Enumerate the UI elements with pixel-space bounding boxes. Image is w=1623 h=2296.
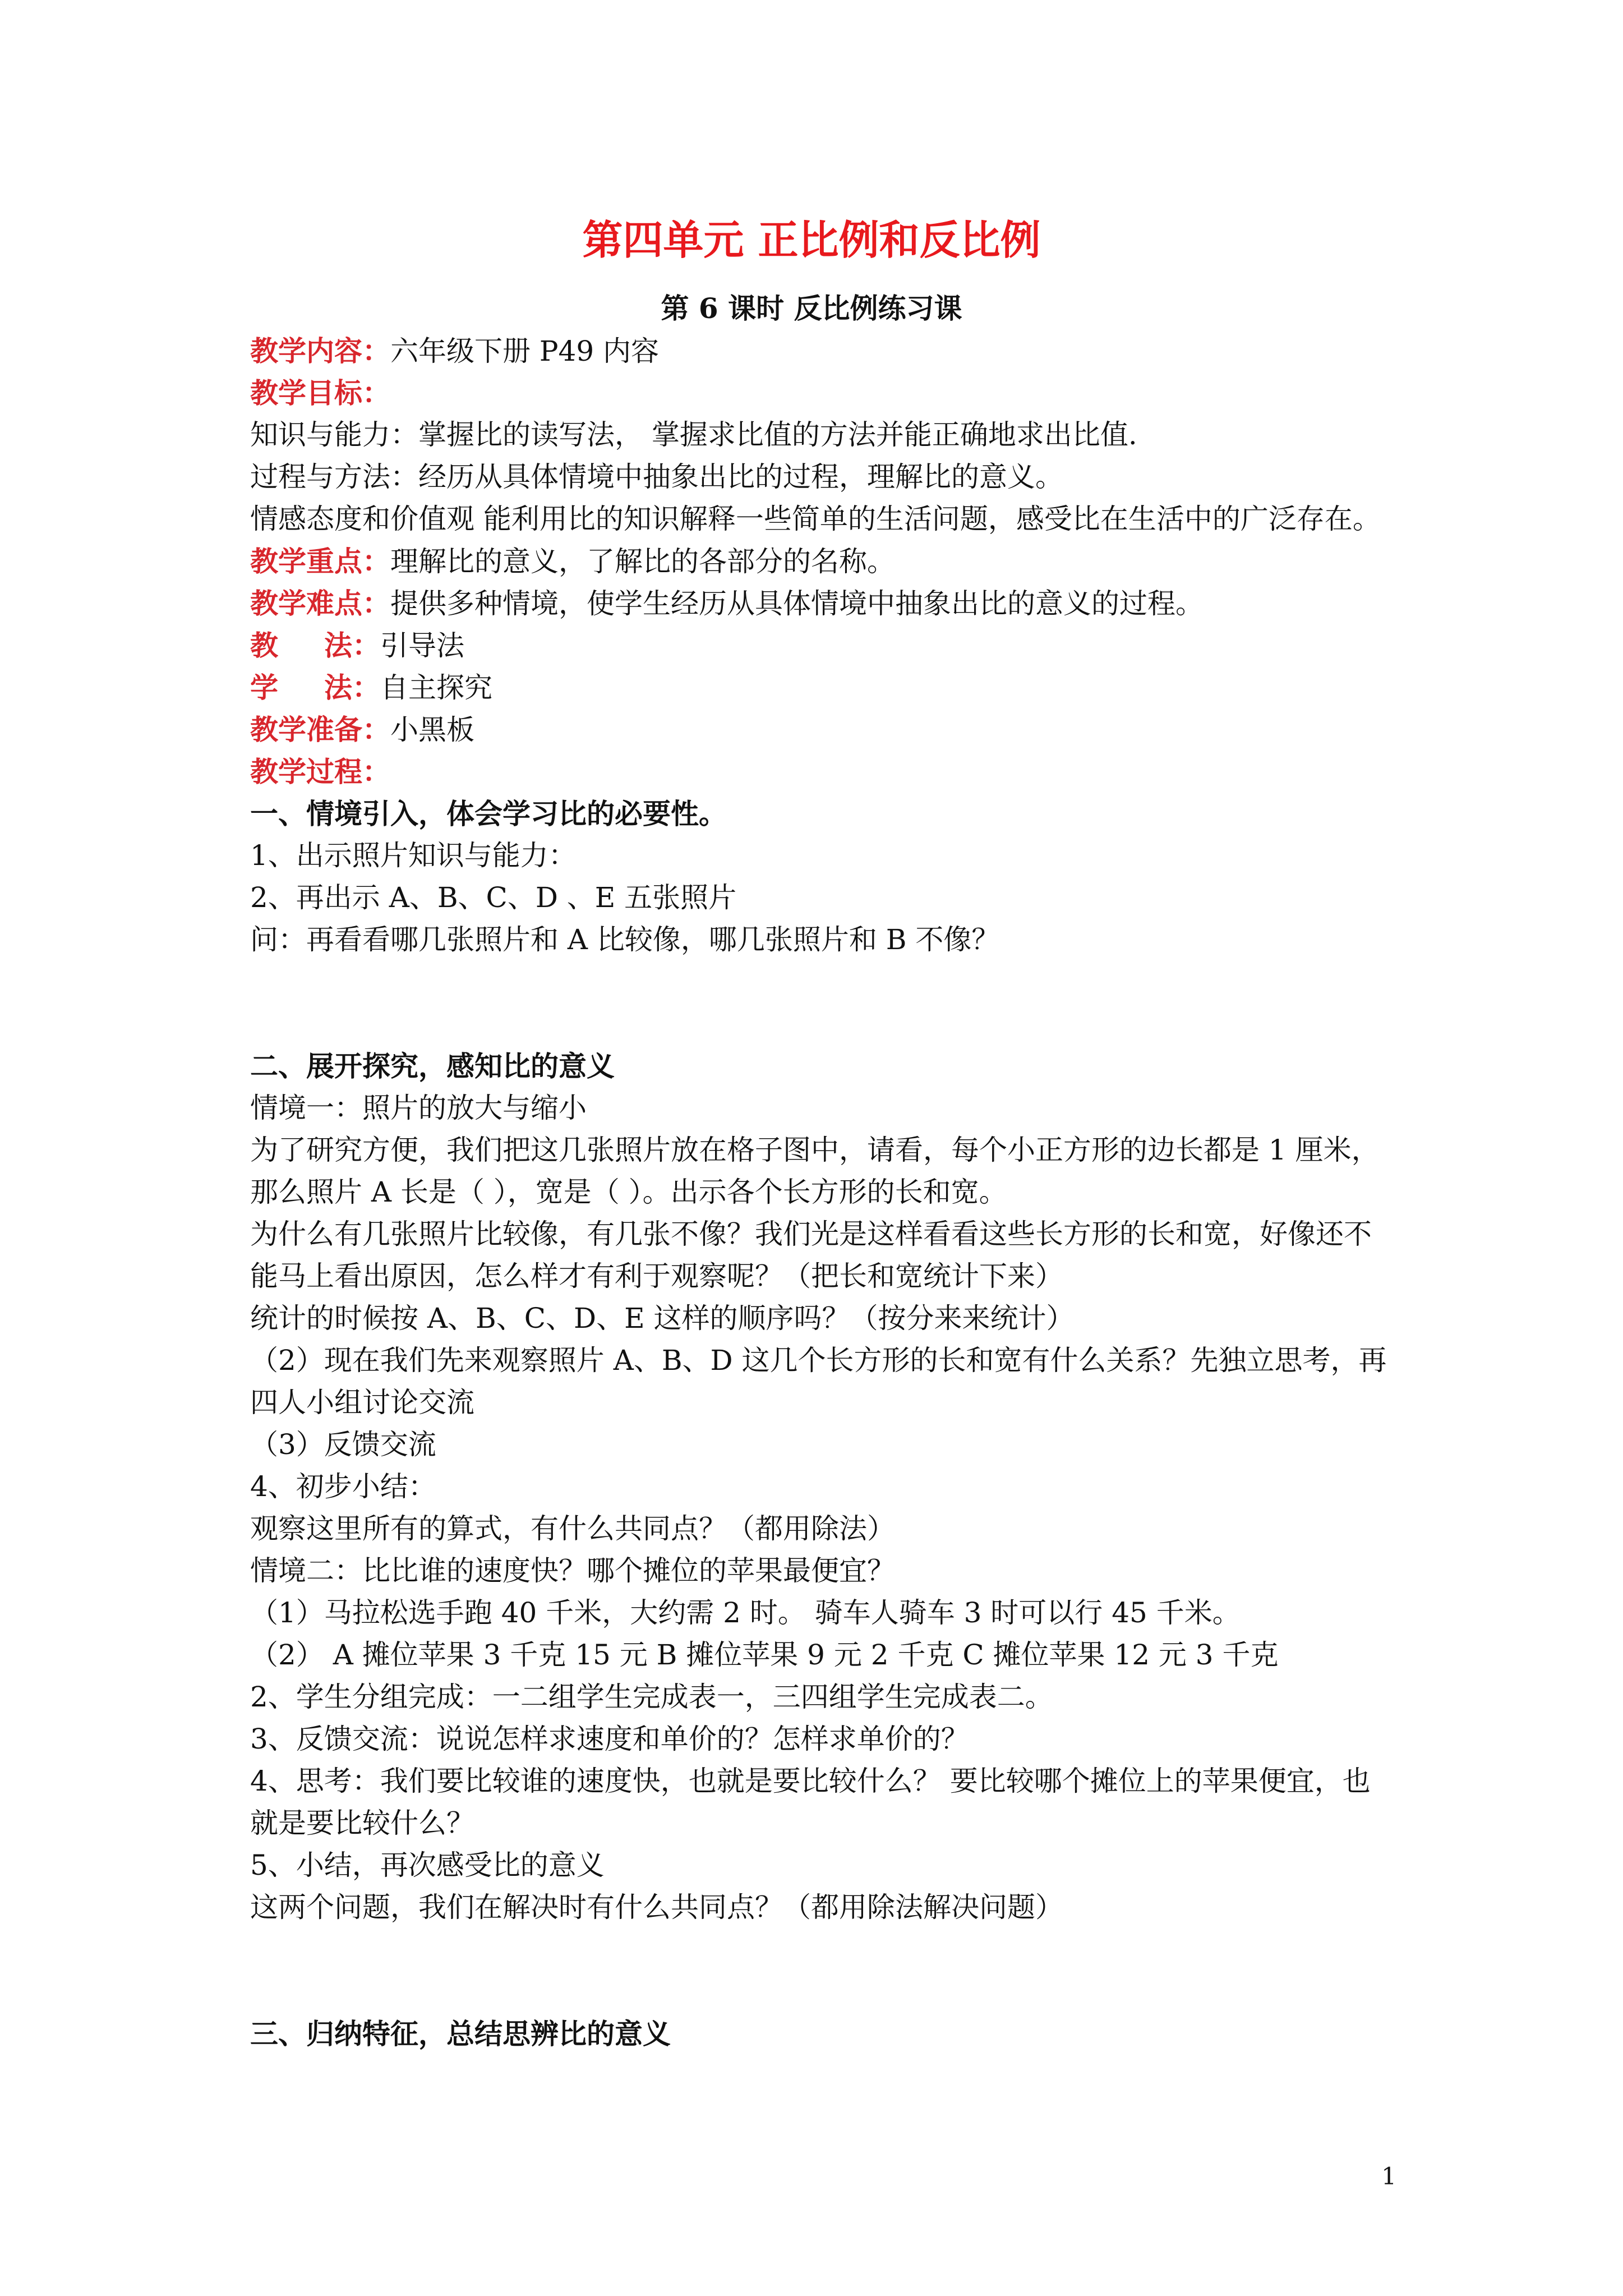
goal-attitude: 情感态度和价值观 能利用比的知识解释一些简单的生活问题，感受比在生活中的广泛存在。 xyxy=(250,503,1381,535)
section-2-line: （1）马拉松选手跑 40 千米，大约需 2 时。 骑车人骑车 3 时可以行 45 千米。 xyxy=(250,1596,1241,1629)
teaching-prep-value: 小黑板 xyxy=(390,714,474,746)
section-1-line: 问：再看看哪几张照片和 A 比较像，哪几张照片和 B 不像？ xyxy=(250,923,1000,956)
section-1-heading: 一、情境引入，体会学习比的必要性。 xyxy=(250,797,727,830)
section-2-line: 情境一：照片的放大与缩小 xyxy=(250,1092,587,1124)
lesson-subtitle: 第 6 课时 反比例练习课 xyxy=(661,292,962,325)
teaching-process-line xyxy=(250,751,1394,793)
section-2-line: 能马上看出原因，怎么样才有利于观察呢？（把长和宽统计下来） xyxy=(250,1260,1063,1292)
section-1-line: 1、出示照片知识与能力： xyxy=(250,839,577,872)
teaching-method-label-a: 教 xyxy=(250,629,278,662)
teaching-method-label-b: 法： xyxy=(324,629,380,662)
lesson-body xyxy=(250,330,1394,2055)
teaching-difficulty-value: 提供多种情境，使学生经历从具体情境中抽象出比的意义的过程。 xyxy=(390,587,1204,620)
goal-knowledge: 知识与能力：掌握比的读写法， 掌握求比值的方法并能正确地求出比值. xyxy=(250,418,1137,451)
section-2-line: 观察这里所有的算式，有什么共同点？（都用除法） xyxy=(250,1512,895,1545)
teaching-content-line xyxy=(250,330,1394,372)
section-2-line: 4、初步小结： xyxy=(250,1470,436,1503)
learning-method-label-a: 学 xyxy=(250,671,278,704)
teaching-goals-line xyxy=(250,372,1394,414)
learning-method-line xyxy=(250,666,1394,708)
section-2-line: （3）反馈交流 xyxy=(250,1428,436,1461)
section-2-line: 四人小组讨论交流 xyxy=(250,1386,474,1419)
teaching-key-value: 理解比的意义，了解比的各部分的名称。 xyxy=(390,545,895,578)
teaching-key-label: 教学重点： xyxy=(250,545,390,578)
teaching-content-value: 六年级下册 P49 内容 xyxy=(390,335,660,367)
teaching-prep-label: 教学准备： xyxy=(250,713,390,746)
blank-space xyxy=(250,961,1394,1045)
blank-space xyxy=(250,1929,1394,2013)
section-2-line: 这两个问题，我们在解决时有什么共同点？（都用除法解决问题） xyxy=(250,1891,1063,1924)
section-2-line: 那么照片 A 长是（ ），宽是（ ）。出示各个长方形的长和宽。 xyxy=(250,1176,1007,1208)
section-2-line: 2、学生分组完成：一二组学生完成表一，三四组学生完成表二。 xyxy=(250,1681,1053,1713)
section-2-line: 就是要比较什么？ xyxy=(250,1807,474,1839)
section-2-line: 4、思考：我们要比较谁的速度快，也就是要比较什么？ 要比较哪个摊位上的苹果便宜，也 xyxy=(250,1765,1371,1797)
section-2-line: 统计的时候按 A、B、C、D、E 这样的顺序吗？（按分来来统计） xyxy=(250,1302,1075,1335)
section-2-line: 情境二：比比谁的速度快？哪个摊位的苹果最便宜？ xyxy=(250,1554,895,1587)
section-2-heading: 二、展开探究，感知比的意义 xyxy=(250,1050,615,1083)
section-1-line: 2、再出示 A、B、C、D 、E 五张照片 xyxy=(250,881,737,914)
section-3-heading: 三、归纳特征，总结思辨比的意义 xyxy=(250,2017,671,2050)
goal-process: 过程与方法：经历从具体情境中抽象出比的过程，理解比的意义。 xyxy=(250,461,1063,493)
document-title: 第四单元 正比例和反比例 xyxy=(582,216,1041,264)
section-2-line: 为什么有几张照片比较像，有几张不像？我们光是这样看看这些长方形的长和宽，好像还不 xyxy=(250,1218,1372,1250)
section-2-line: （2） A 摊位苹果 3 千克 15 元 B 摊位苹果 9 元 2 千克 C 摊位苹果 12 元 3 千克 xyxy=(250,1639,1279,1671)
teaching-method-value: 引导法 xyxy=(380,629,464,662)
section-2-line: （2）现在我们先来观察照片 A、B、D 这几个长方形的长和宽有什么关系？先独立思考，再 xyxy=(250,1344,1387,1377)
teaching-content-label: 教学内容： xyxy=(250,334,390,367)
teaching-method-line xyxy=(250,624,1394,666)
teaching-goals-label: 教学目标： xyxy=(250,376,390,409)
teaching-key-line xyxy=(250,540,1394,582)
learning-method-label-b: 法： xyxy=(324,671,380,704)
section-2-line: 5、小结，再次感受比的意义 xyxy=(250,1849,605,1881)
section-2-line: 为了研究方便，我们把这几张照片放在格子图中，请看，每个小正方形的边长都是 1 厘米， xyxy=(250,1134,1380,1166)
teaching-difficulty-label: 教学难点： xyxy=(250,587,390,620)
teaching-difficulty-line xyxy=(250,582,1394,624)
teaching-prep-line xyxy=(250,708,1394,751)
page-number: 1 xyxy=(1381,2162,1396,2190)
section-2-line: 3、反馈交流：说说怎样求速度和单价的？怎样求单价的？ xyxy=(250,1723,969,1755)
learning-method-value: 自主探究 xyxy=(380,671,492,704)
teaching-process-label: 教学过程： xyxy=(250,755,390,788)
